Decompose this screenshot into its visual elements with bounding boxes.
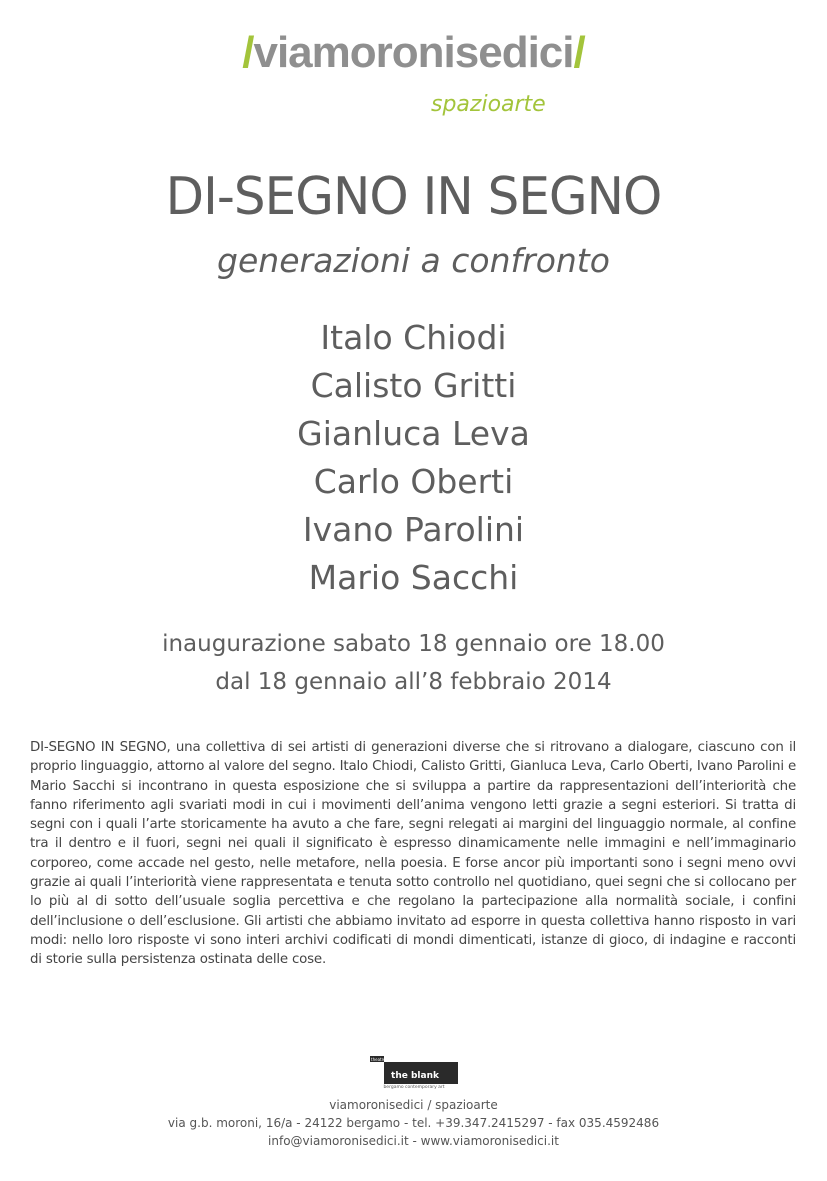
exhibition-period: dal 18 gennaio all’8 febbraio 2014	[215, 669, 612, 695]
opening-date: inaugurazione sabato 18 gennaio ore 18.00	[162, 631, 665, 657]
the-blank-logo	[370, 1056, 458, 1090]
artist-name: Carlo Oberti	[313, 462, 514, 501]
exhibition-subtitle: generazioni a confronto	[217, 241, 610, 280]
logo-tagline: spazioarte	[431, 92, 546, 117]
sponsor-name: the blank	[391, 1071, 439, 1081]
logo-name: viamoronisedici	[253, 28, 574, 77]
footer-contacts	[0, 1096, 827, 1150]
footer-gallery-name: viamoronisedici / spazioarte	[329, 1098, 498, 1112]
artist-name: Mario Sacchi	[308, 558, 519, 597]
exhibition-title: DI-SEGNO IN SEGNO	[165, 167, 662, 227]
artist-list	[0, 314, 827, 602]
sponsor-tagline: bergamo contemporary art	[383, 1085, 445, 1090]
logo-slash-left: /	[242, 28, 254, 77]
artist-name: Gianluca Leva	[297, 414, 530, 453]
footer-address: via g.b. moroni, 16/a - 24122 bergamo - tel. +39.347.2415297 - fax 035.4592486	[167, 1116, 660, 1130]
gallery-logo	[0, 28, 827, 78]
sponsor-small-label: theatre di	[371, 1057, 391, 1062]
exhibition-description: DI-SEGNO IN SEGNO, una collettiva di sei artisti di generazioni diverse che si ritrovano a dialogare, ciascuno con il proprio linguaggio, attorno al valore del segno. Italo Chiodi, Calisto Gritti, Gianluca Leva, Carlo Oberti, Ivano Parolini e Mario Sacchi si incontrano in questa esposizione che si sviluppa a partire da rappresentazioni dell’interiorità che fanno riferimento agli svariati modi in cui i movimenti dell’anima vengono letti grazie a segni esteriori. Si tratta di segni con i quali l’arte storicamente ha avuto a che fare, segni relegati ai margini del linguaggio normale, al confine tra il dentro e il fuori, segni nei quali il significato è espresso dinamicamente nelle immagini e nell’immaginario corporeo, come accade nel gesto, nelle metafore, nella poesia. E forse ancor più importanti sono i segni meno ovvi grazie ai quali l’interiorità viene rappresentata e tenuta sotto controllo nel quotidiano, quei segni che si collocano per lo più al di sotto dell’usuale soglia percettiva e che regolano la partecipazione alla normalità sociale, i confini dell’inclusione o dell’esclusione. Gli artisti che abbiamo invitato ad esporre in questa collettiva hanno risposto in vari modi: nello loro risposte vi sono interi archivi codificati di mondi dimenticati, istanze di gioco, di indagine e racconti di storie sulla persistenza ostinata delle cose.	[30, 740, 796, 968]
footer-web-contacts: info@viamoronisedici.it - www.viamoronisedici.it	[268, 1134, 559, 1148]
artist-name: Ivano Parolini	[302, 510, 525, 549]
artist-name: Calisto Gritti	[310, 366, 517, 405]
exhibition-dates	[0, 625, 827, 701]
logo-slash-right: /	[573, 28, 585, 77]
artist-name: Italo Chiodi	[320, 318, 507, 357]
